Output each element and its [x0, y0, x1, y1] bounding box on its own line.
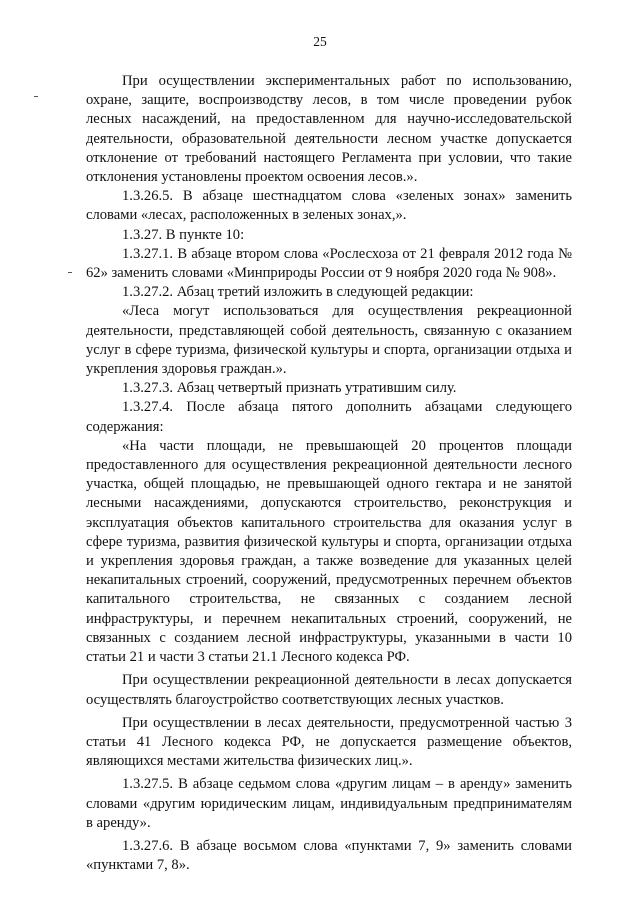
- paragraph-experimental-works: При осуществлении экспериментальных работ по использованию, охране, защите, воспроизводству лесов, в том числе проведении рубок лесных насаждений, на предоставленном для научно-исследовательской деятельности, образовательной деятельности лесном участке допускается отклонение от требований настоящего Регламента при условии, что такие отклонения установлены проектом освоения лесов.».: [86, 73, 572, 186]
- paragraph-residence-text: При осуществлении в лесах деятельности, предусмотренной частью 3 статьи 41 Лесного кодекса РФ, не допускается размещение объектов, являющихся местами жительства физических лиц.».: [86, 714, 572, 770]
- paragraph-1-3-27-4: 1.3.27.4. После абзаца пятого дополнить абзацами следующего содержания:: [86, 399, 572, 435]
- paragraph-1-3-27-1: 1.3.27.1. В абзаце втором слова «Рослесхоза от 21 февраля 2012 года № 62» заменить словами «Минприроды России от 9 ноября 2020 года № 908».: [86, 245, 572, 282]
- paragraph-1-3-27-6: 1.3.27.6. В абзаце восьмом слова «пунктами 7, 9» заменить словами «пунктами 7, 8».: [86, 837, 572, 874]
- paragraph-1-3-27: 1.3.27. В пункте 10:: [122, 226, 245, 243]
- paragraph-recreation-text: «Леса могут использоваться для осуществления рекреационной деятельности, представляющей собой деятельность, связанную с оказанием услуг в сфере туризма, физической культуры и спорта, организации отдыха и укрепления здоровья граждан.».: [86, 303, 572, 378]
- margin-mark: [34, 96, 38, 97]
- page-number: 25: [313, 34, 327, 49]
- document-body: [86, 72, 572, 875]
- paragraph-1-3-27-3: 1.3.27.3. Абзац четвертый признать утратившим силу.: [122, 380, 457, 397]
- paragraph-1-3-26-5: 1.3.26.5. В абзаце шестнадцатом слова «зеленых зонах» заменить словами «лесах, расположенных в зеленых зонах,».: [86, 188, 572, 224]
- paragraph-1-3-27-5: 1.3.27.5. В абзаце седьмом слова «другим лицам – в аренду» заменить словами «другим юридическим лицам, индивидуальным предпринимателям в аренду».: [86, 776, 572, 831]
- paragraph-1-3-27-2: 1.3.27.2. Абзац третий изложить в следующей редакции:: [122, 284, 474, 301]
- margin-mark: [68, 272, 72, 273]
- paragraph-improvement-text: При осуществлении рекреационной деятельности в лесах допускается осуществлять благоустройство соответствующих лесных участков.: [86, 672, 572, 708]
- paragraph-construction-text: «На части площади, не превышающей 20 процентов площади предоставленного для осуществления рекреационной деятельности лесного участка, общей площадью, не превышающей одного гектара и не занятой лесными насаждениями, допускаются строительство, реконструкция и эксплуатация объектов капитального строительства для оказания услуг в сфере туризма, развития физической культуры и спорта, организации отдыха и укрепления здоровья граждан, а также возведение для указанных целей некапитальных строений, сооружений, предусмотренных перечнем объектов капитального строительства, не связанных с созданием лесной инфраструктуры, и перечнем некапитальных строений, сооружений, не связанных с созданием лесной инфраструктуры, указанными в части 10 статьи 21 и части 3 статьи 21.1 Лесного кодекса РФ.: [86, 437, 572, 666]
